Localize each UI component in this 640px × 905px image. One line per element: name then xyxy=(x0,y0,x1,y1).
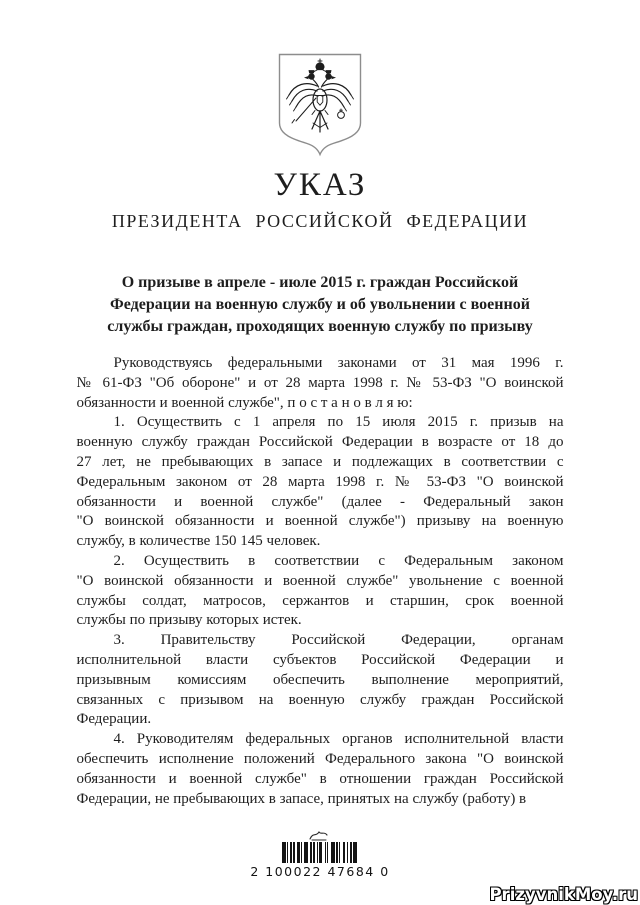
text-line: "О воинской обязанности и военной службе") призыву на военную xyxy=(76,513,564,530)
watermark: PrizyvnikMoy.ru xyxy=(489,885,638,904)
document-body xyxy=(77,354,564,809)
barcode-block xyxy=(0,829,640,879)
text-line: 3. Правительству Российской Федерации, органам xyxy=(113,632,564,649)
stamp-mark-icon xyxy=(307,829,333,842)
text-line: 1. Осуществить с 1 апреля по 15 июля 2015 г. призыв на xyxy=(113,414,564,431)
text-line: 27 лет, не пребывающих в запасе и подлежащих в соответствии с xyxy=(76,453,564,470)
text-line: связанных с призывом на военную службу граждан Российской xyxy=(76,691,564,708)
text-line: "О воинской обязанности и военной службе" увольнение с военной xyxy=(76,572,564,589)
text-line: призывным комиссиям обеспечить выполнение мероприятий, xyxy=(76,671,564,688)
text-line: № 61-ФЗ "Об обороне" и от 28 марта 1998 г. № 53-ФЗ "О воинской xyxy=(76,374,564,391)
paragraph xyxy=(77,730,564,809)
paragraph xyxy=(77,552,564,631)
barcode-gap xyxy=(357,842,358,863)
decree-issuer: ПРЕЗИДЕНТА РОССИЙСКОЙ ФЕДЕРАЦИИ xyxy=(111,211,529,231)
text-line: обязанности и военной службе", п о с т а н о в л я ю: xyxy=(76,394,413,411)
text-line: Руководствуясь федеральными законами от 31 мая 1996 г. xyxy=(113,355,564,371)
subject-title xyxy=(85,272,555,338)
russian-coat-of-arms-icon xyxy=(278,53,362,158)
subject-line: О призыве в апреле - июле 2015 г. граждан Российской xyxy=(121,274,519,291)
text-line: службу, в количестве 150 145 человек. xyxy=(76,533,321,550)
text-line: исполнительной власти субъектов Российской Федерации и xyxy=(76,651,564,668)
paragraph xyxy=(77,354,564,413)
text-line: обязанности и военной службе" (далее - Федеральный закон xyxy=(76,493,564,510)
text-line: службы по призыву которых истек. xyxy=(76,612,302,629)
paragraph xyxy=(77,631,564,730)
text-line: Федеральным законом от 28 марта 1998 г. № 53-ФЗ "О воинской xyxy=(76,473,564,490)
text-line: 4. Руководителям федеральных органов исполнительной власти xyxy=(113,731,564,748)
emblem-block xyxy=(0,0,640,158)
subject-line: Федерации на военную службу и об увольнении с военной xyxy=(110,296,530,313)
barcode-digits: 2 100022 47684 0 xyxy=(250,864,390,880)
barcode-bars xyxy=(282,842,359,863)
text-line: службы солдат, матросов, сержантов и старшин, срок военной xyxy=(76,592,564,609)
text-line: обеспечить исполнение положений Федерального закона "О воинской xyxy=(76,750,564,767)
paragraph xyxy=(77,413,564,552)
text-line: обязанности и военной службе" в отношении граждан Российской xyxy=(76,770,564,787)
text-line: Федерации. xyxy=(76,711,152,728)
text-line: Федерации, не пребывающих в запасе, принятых на службу (работу) в xyxy=(76,790,527,807)
text-line: 2. Осуществить в соответствии с Федеральным законом xyxy=(113,552,564,569)
text-line: военную службу граждан Российской Федерации в возрасте от 18 до xyxy=(76,434,564,451)
decree-title: УКАЗ xyxy=(273,167,367,203)
subject-line: службы граждан, проходящих военную службу по призыву xyxy=(107,318,533,335)
